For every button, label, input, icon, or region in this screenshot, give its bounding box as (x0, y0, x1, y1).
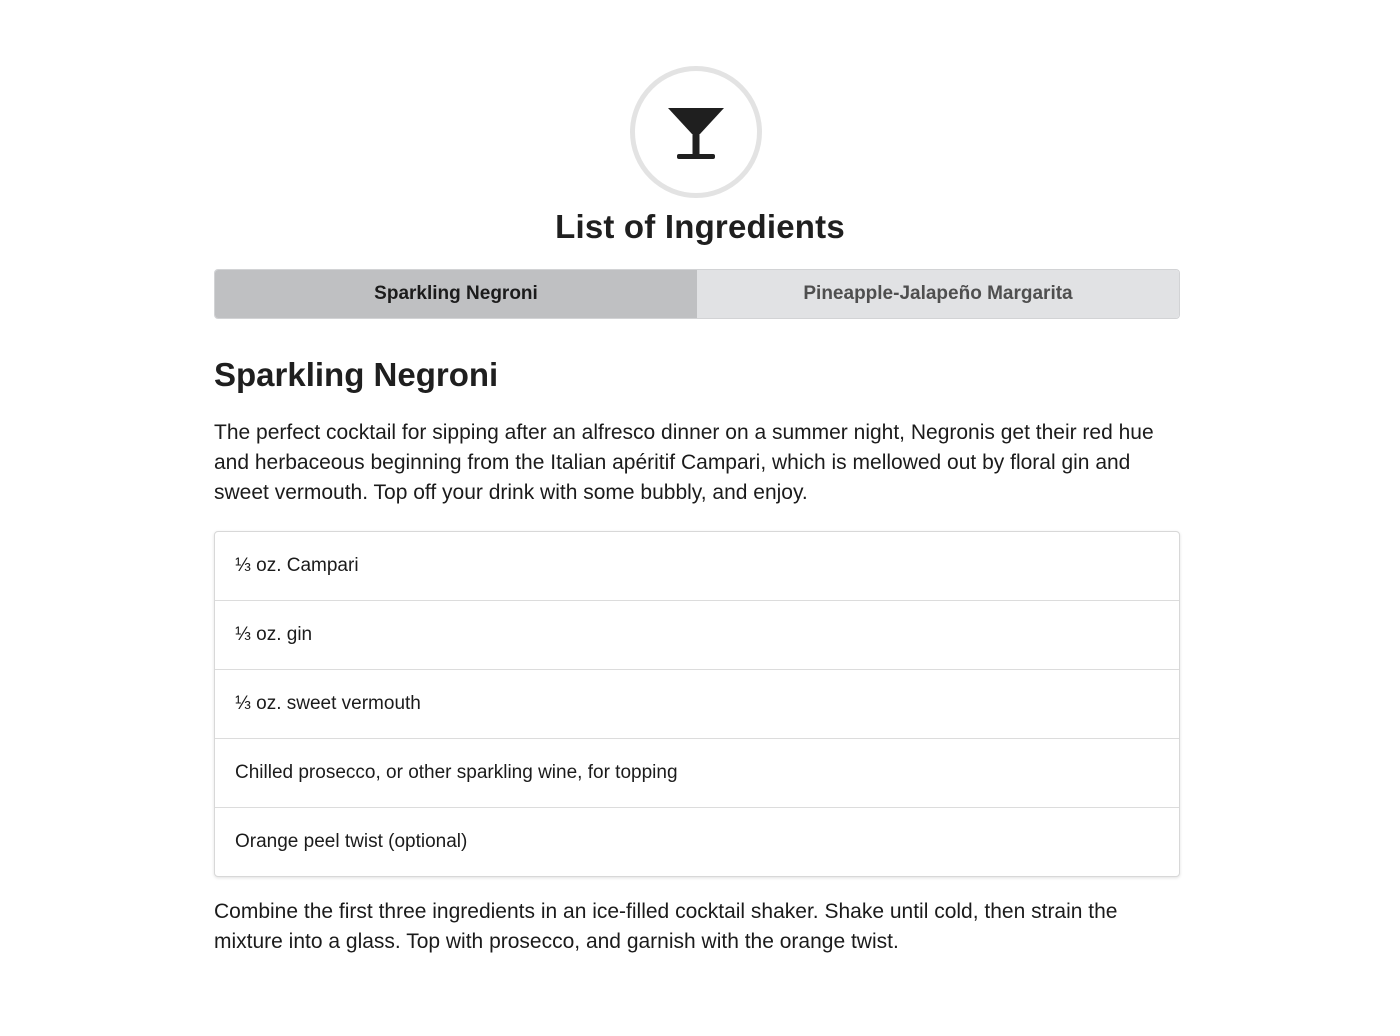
page-title: List of Ingredients (555, 208, 845, 245)
recipe-title: Sparkling Negroni (214, 356, 499, 393)
tab-sparkling-negroni[interactable]: Sparkling Negroni (215, 270, 697, 318)
tab-pineapple-jalapeno-margarita[interactable]: Pineapple-Jalapeño Margarita (697, 270, 1179, 318)
recipe-description: The perfect cocktail for sipping after an alfresco dinner on a summer night, Negronis get their red hue and herbaceous beginning from the Italian apéritif Campari, which is mellowed out by floral gin and sweet vermouth. Top off your drink with some bubbly, and enjoy. (214, 421, 1154, 504)
list-item: ⅓ oz. gin (215, 601, 1179, 670)
list-item: ⅓ oz. sweet vermouth (215, 670, 1179, 739)
recipe-tabs (214, 269, 1180, 319)
list-item: Orange peel twist (optional) (235, 831, 468, 852)
list-item: ⅓ oz. Campari (215, 532, 1179, 601)
cocktail-glass-icon (630, 66, 762, 198)
ingredients-list (214, 531, 1180, 877)
recipe-instructions: Combine the first three ingredients in an ice-filled cocktail shaker. Shake until cold, then strain the mixture into a glass. Top with prosecco, and garnish with the orange twist. (214, 900, 1118, 953)
list-item: Chilled prosecco, or other sparkling wine, for topping (215, 739, 1179, 808)
